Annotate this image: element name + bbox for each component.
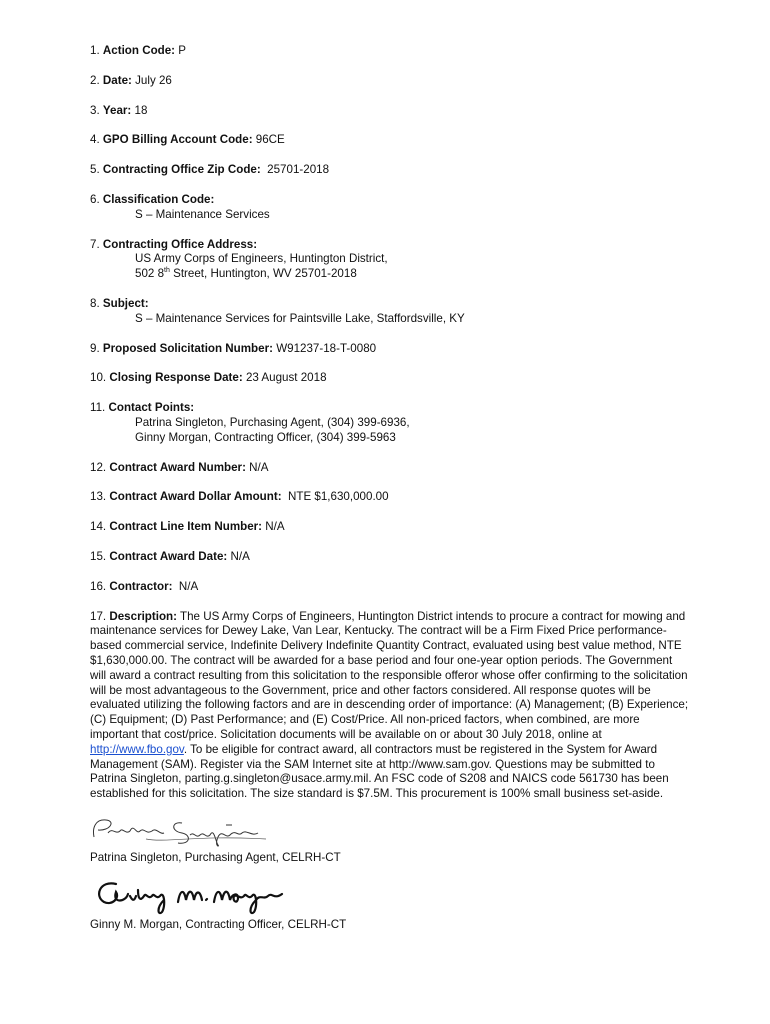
- item-label: Contract Award Dollar Amount:: [109, 490, 282, 504]
- item-number: 16.: [90, 579, 107, 593]
- item-number: 6.: [90, 192, 100, 206]
- item-number: 3.: [90, 103, 100, 117]
- item-value: P: [175, 44, 187, 57]
- contact-line-1: Patrina Singleton, Purchasing Agent, (304) 399-6936,: [135, 415, 410, 429]
- item-label: Contact Points:: [108, 401, 195, 415]
- item-value: July 26: [131, 73, 172, 87]
- item-label: Subject:: [102, 296, 149, 310]
- signature-patrina: [90, 813, 690, 849]
- item-number: 7.: [90, 237, 100, 251]
- item-number: 15.: [90, 549, 107, 563]
- item-value: N/A: [227, 549, 250, 563]
- signatory-name: Ginny M. Morgan, Contracting Officer, CELRH-CT: [90, 917, 347, 931]
- item-label: Contracting Office Zip Code:: [102, 163, 261, 177]
- item-label: Date:: [102, 73, 132, 87]
- item-zip-code: [90, 163, 690, 178]
- item-contact-points: [90, 401, 690, 445]
- item-value: N/A: [262, 520, 285, 534]
- item-number: 4.: [90, 133, 100, 147]
- item-closing-date: [90, 371, 690, 386]
- address-street-number: 502 8: [135, 267, 165, 281]
- item-value: 23 August 2018: [242, 371, 327, 385]
- item-number: 1.: [90, 44, 100, 57]
- item-number: 2.: [90, 73, 100, 87]
- item-value: NTE $1,630,000.00: [281, 490, 389, 504]
- item-number: 8.: [90, 296, 100, 310]
- item-label: Description:: [109, 609, 177, 623]
- item-label: Closing Response Date:: [109, 371, 243, 385]
- item-label: Classification Code:: [102, 192, 215, 206]
- item-label: Proposed Solicitation Number:: [102, 341, 273, 355]
- item-value: N/A: [172, 579, 199, 593]
- item-label: Action Code:: [102, 44, 176, 57]
- item-number: 9.: [90, 341, 100, 355]
- item-award-date: [90, 550, 690, 565]
- item-value: 18: [131, 103, 148, 117]
- item-number: 12.: [90, 460, 107, 474]
- item-label: Contract Award Number:: [109, 460, 246, 474]
- item-value: S – Maintenance Services: [135, 207, 270, 221]
- document-page: [90, 44, 690, 932]
- item-label: Year:: [102, 103, 132, 117]
- item-value: N/A: [245, 460, 269, 474]
- item-office-address: [90, 238, 690, 282]
- fbo-link[interactable]: http://www.fbo.gov: [90, 742, 184, 756]
- item-value: W91237-18-T-0080: [272, 341, 377, 355]
- item-award-number: [90, 461, 690, 476]
- item-subject: [90, 297, 690, 327]
- item-label: Contract Award Date:: [109, 549, 228, 563]
- address-line-2: [90, 267, 690, 282]
- item-value: 96CE: [252, 133, 285, 147]
- item-number: 17.: [90, 609, 107, 623]
- item-number: 5.: [90, 163, 100, 177]
- item-gpo-billing: [90, 133, 690, 148]
- item-contractor: [90, 580, 690, 595]
- signature-ginny: [90, 874, 690, 916]
- item-description: [90, 610, 690, 802]
- item-label: Contracting Office Address:: [102, 237, 258, 251]
- item-year: [90, 104, 690, 119]
- item-action-code: [90, 44, 690, 59]
- item-line-item-number: [90, 520, 690, 535]
- address-street-rest: Street, Huntington, WV 25701-2018: [169, 267, 357, 281]
- item-date: [90, 74, 690, 89]
- item-value: 25701-2018: [260, 163, 330, 177]
- item-number: 11.: [90, 401, 106, 415]
- description-text: The US Army Corps of Engineers, Huntington District intends to procure a contract for mowing and maintenance services for Dewey Lake, Van Lear, Kentucky. The contract will be a Firm Fixed Price performance-based commercial service, Indefinite Delivery Indefinite Quantity Contract, evaluated using best value method, NTE $1,630,000.00. The contract will be awarded for a base period and four one-year option periods. The Government will award a contract resulting from this solicitation to the responsible offeror whose offer confirming to the solicitation will be most advantageous to the Government, price and other factors considered. All response quotes will be evaluated utilizing the following factors and are in descending order of importance: (A) Management; (B) Experience; (C) Equipment; (D) Past Performance; and (E) Cost/Price. All non-priced factors, when combined, are more important that cost/price. Solicitation documents will be available on or about 30 July 2018, online at: [90, 609, 689, 741]
- item-label: Contractor:: [109, 579, 173, 593]
- item-value: S – Maintenance Services for Paintsville Lake, Staffordsville, KY: [135, 311, 465, 325]
- item-classification: [90, 193, 690, 223]
- item-number: 13.: [90, 490, 107, 504]
- address-line-1: US Army Corps of Engineers, Huntington District,: [135, 252, 388, 266]
- handwritten-signature-icon: [86, 813, 276, 849]
- contact-line-2: Ginny Morgan, Contracting Officer, (304) 399-5963: [135, 430, 396, 444]
- signatory-name: Patrina Singleton, Purchasing Agent, CELRH-CT: [90, 850, 341, 864]
- address-ordinal: th: [164, 267, 170, 275]
- item-number: 14.: [90, 520, 107, 534]
- item-award-amount: [90, 490, 690, 505]
- handwritten-signature-icon: [86, 874, 286, 916]
- item-label: Contract Line Item Number:: [109, 520, 263, 534]
- item-number: 10.: [90, 371, 107, 385]
- item-label: GPO Billing Account Code:: [102, 133, 253, 147]
- description-text-continued: . To be eligible for contract award, all contractors must be registered in the System for Award Management (SAM). Register via the SAM Internet site at http://www.sam.gov. Questions may be submitted to Patrina Singleton, parting.g.singleton@usace.army.mil. An FSC code of S208 and NAICS code 561730 has been established for this solicitation. The size standard is $7.5M. This procurement is 100% small business set-aside.: [90, 742, 669, 801]
- item-solicitation-number: [90, 342, 690, 357]
